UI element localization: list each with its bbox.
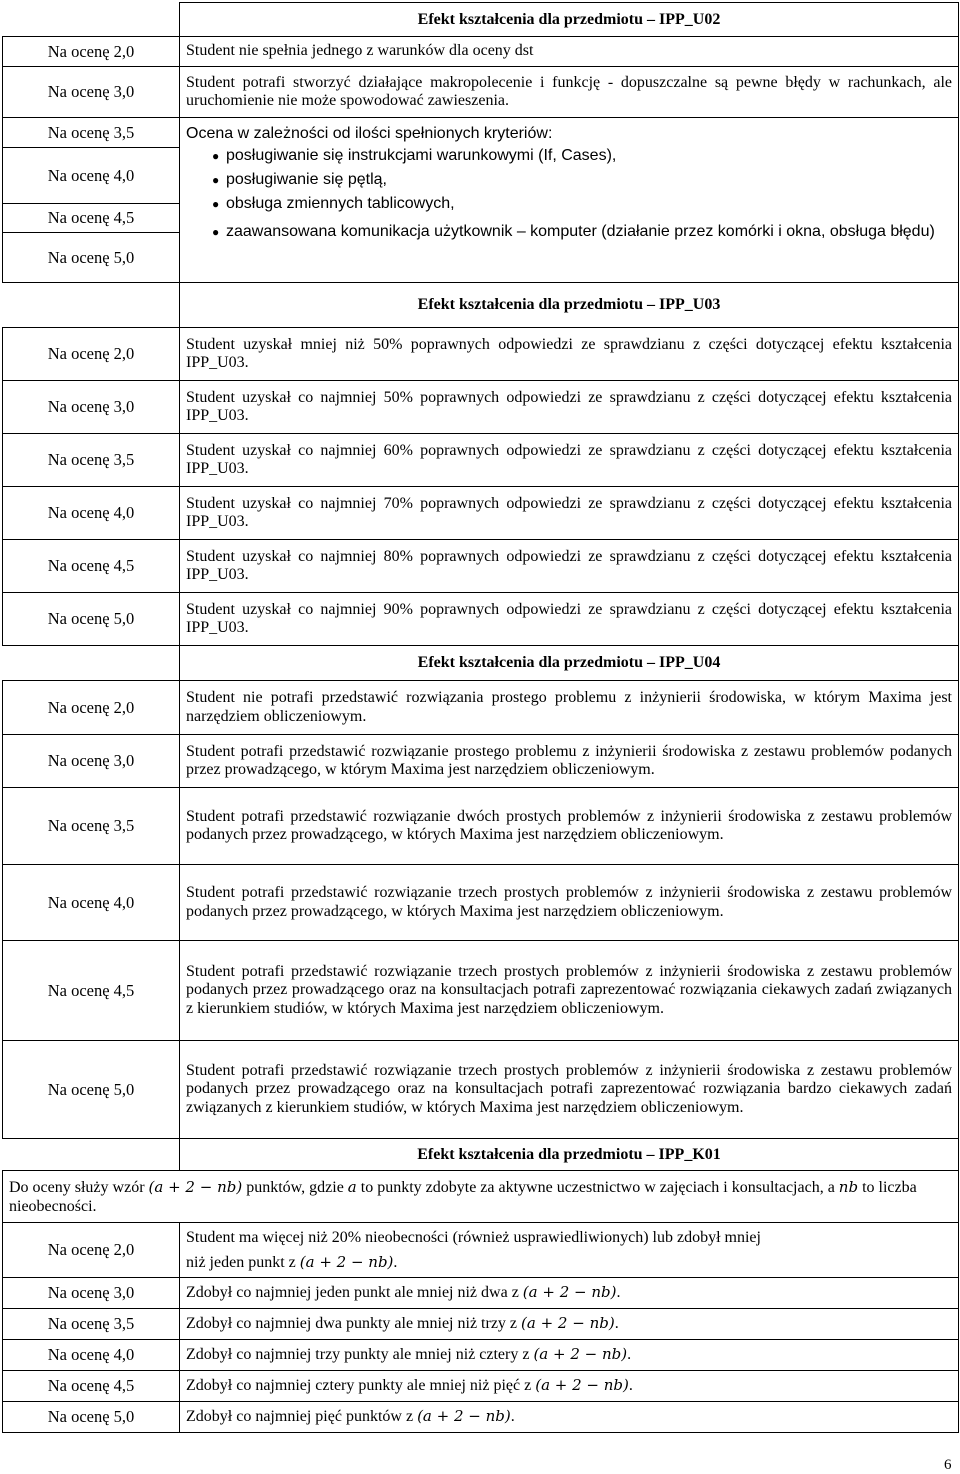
bullet-icon: ● — [212, 225, 220, 239]
grade-description: Student nie potrafi przedstawić rozwiązania prostego problemu z inżynierii środowiska, w którym Maxima jest narzędziem obliczeniowym. — [180, 681, 959, 735]
grade-description: Student uzyskał co najmniej 50% poprawnych odpowiedzi ze sprawdzianu z części dotyczącej efektu kształcenia IPP_U03. — [180, 381, 959, 434]
grade-label: Na ocenę 3,0 — [3, 735, 180, 788]
grade-label: Na ocenę 4,5 — [3, 1371, 180, 1402]
criteria-cell — [180, 118, 959, 283]
k01-intro: Do oceny służy wzór (a + 2 − nb) punktów, gdzie a to punkty zdobyte za aktywne uczestnictwo w zajęciach i konsultacjach, a nb to liczba nieobecności. — [3, 1171, 959, 1223]
grade-description: Zdobył co najmniej pięć punktów z (a + 2 − nb). — [180, 1402, 959, 1433]
grade-label: Na ocenę 4,5 — [3, 204, 180, 233]
grade-label: Na ocenę 3,0 — [3, 381, 180, 434]
grade-label: Na ocenę 2,0 — [3, 328, 180, 381]
grade-label: Na ocenę 4,0 — [3, 865, 180, 941]
grade-label: Na ocenę 2,0 — [3, 681, 180, 735]
grade-description: Student uzyskał co najmniej 60% poprawnych odpowiedzi ze sprawdzianu z części dotyczącej efektu kształcenia IPP_U03. — [180, 434, 959, 487]
grade-description: Zdobył co najmniej dwa punkty ale mniej niż trzy z (a + 2 − nb). — [180, 1309, 959, 1340]
grade-label: Na ocenę 3,0 — [3, 1278, 180, 1309]
grade-label: Na ocenę 4,0 — [3, 487, 180, 540]
section-header-u02: Efekt kształcenia dla przedmiotu – IPP_U02 — [180, 3, 959, 37]
criteria-item: ● posługiwanie się instrukcjami warunkowymi (If, Cases), — [212, 147, 617, 164]
grade-description: Student potrafi przedstawić rozwiązanie dwóch prostych problemów z inżynierii środowiska z zestawu problemów podanych przez prowadzącego, w których Maxima jest narzędziem obliczeniowym. — [180, 788, 959, 865]
grading-table — [2, 2, 959, 1433]
bullet-icon: ● — [212, 149, 220, 163]
grade-description: Zdobył co najmniej cztery punkty ale mniej niż pięć z (a + 2 − nb). — [180, 1371, 959, 1402]
formula: (a + 2 − nb) — [148, 1177, 243, 1196]
grade-description: Student potrafi przedstawić rozwiązanie trzech prostych problemów z inżynierii środowiska z zestawu problemów podanych przez prowadzącego oraz na konsultacjach potrafi zaprezentować rozwiązania ciekawych zadań związanych z kierunkiem studiów, w których Maxima jest narzędziem obliczeniowym. — [180, 941, 959, 1041]
criteria-item: ● obsługa zmiennych tablicowych, — [212, 195, 455, 212]
grade-label: Na ocenę 4,5 — [3, 941, 180, 1041]
document-page — [2, 2, 958, 1433]
grade-label: Na ocenę 5,0 — [3, 593, 180, 646]
grade-description: Student uzyskał co najmniej 90% poprawnych odpowiedzi ze sprawdzianu z części dotyczącej efektu kształcenia IPP_U03. — [180, 593, 959, 646]
grade-label: Na ocenę 3,5 — [3, 1309, 180, 1340]
grade-label: Na ocenę 5,0 — [3, 1041, 180, 1139]
grade-description: Student potrafi przedstawić rozwiązanie trzech prostych problemów z inżynierii środowiska z zestawu problemów podanych przez prowadzącego oraz na konsultacjach potrafi zaprezentować rozwiązania bardzo ciekawych zadań związanych z kierunkiem studiów, w których Maxima jest narzędziem obliczeniowym. — [180, 1041, 959, 1139]
grade-label: Na ocenę 5,0 — [3, 233, 180, 283]
bullet-icon: ● — [212, 197, 220, 211]
grade-description: Student potrafi przedstawić rozwiązanie trzech prostych problemów z inżynierii środowiska z zestawu problemów podanych przez prowadzącego, w których Maxima jest narzędziem obliczeniowym. — [180, 865, 959, 941]
page-number: 6 — [944, 1457, 952, 1473]
criteria-intro: Ocena w zależności od ilości spełnionych kryteriów: — [186, 125, 553, 142]
grade-description: Student potrafi przedstawić rozwiązanie prostego problemu z inżynierii środowiska z zestawu problemów podanych przez prowadzącego, w którym Maxima jest narzędziem obliczeniowym. — [180, 735, 959, 788]
criteria-list — [186, 146, 952, 242]
grade-description: Zdobył co najmniej trzy punkty ale mniej niż cztery z (a + 2 − nb). — [180, 1340, 959, 1371]
grade-label: Na ocenę 3,5 — [3, 788, 180, 865]
grade-label: Na ocenę 2,0 — [3, 1223, 180, 1278]
criteria-item: ● posługiwanie się pętlą, — [212, 171, 387, 188]
grade-label: Na ocenę 4,0 — [3, 148, 180, 204]
grade-description: Zdobył co najmniej jeden punkt ale mniej niż dwa z (a + 2 − nb). — [180, 1278, 959, 1309]
grade-description: Student potrafi stworzyć działające makropolecenie i funkcję - dopuszczalne są pewne błędy w rachunkach, ale uruchomienie nie może spowodować zawieszenia. — [180, 67, 959, 118]
section-header-u04: Efekt kształcenia dla przedmiotu – IPP_U04 — [180, 646, 959, 681]
grade-description: Student uzyskał mniej niż 50% poprawnych odpowiedzi ze sprawdzianu z części dotyczącej efektu kształcenia IPP_U03. — [180, 328, 959, 381]
section-header-u03: Efekt kształcenia dla przedmiotu – IPP_U03 — [180, 283, 959, 328]
grade-label: Na ocenę 3,5 — [3, 118, 180, 148]
grade-label: Na ocenę 2,0 — [3, 37, 180, 67]
grade-description: Student nie spełnia jednego z warunków dla oceny dst — [180, 37, 959, 67]
criteria-item: ● zaawansowana komunikacja użytkownik – komputer (działanie przez komórki i okna, obsługa błędu) — [212, 223, 935, 240]
bullet-icon: ● — [212, 173, 220, 187]
grade-label: Na ocenę 5,0 — [3, 1402, 180, 1433]
grade-description: Student ma więcej niż 20% nieobecności (również usprawiedliwionych) lub zdobył mniej niż jeden punkt z (a + 2 − nb). — [180, 1223, 959, 1278]
grade-label: Na ocenę 4,5 — [3, 540, 180, 593]
grade-description: Student uzyskał co najmniej 80% poprawnych odpowiedzi ze sprawdzianu z części dotyczącej efektu kształcenia IPP_U03. — [180, 540, 959, 593]
grade-label: Na ocenę 4,0 — [3, 1340, 180, 1371]
section-header-k01: Efekt kształcenia dla przedmiotu – IPP_K01 — [180, 1139, 959, 1171]
grade-description: Student uzyskał co najmniej 70% poprawnych odpowiedzi ze sprawdzianu z części dotyczącej efektu kształcenia IPP_U03. — [180, 487, 959, 540]
grade-label: Na ocenę 3,0 — [3, 67, 180, 118]
grade-label: Na ocenę 3,5 — [3, 434, 180, 487]
